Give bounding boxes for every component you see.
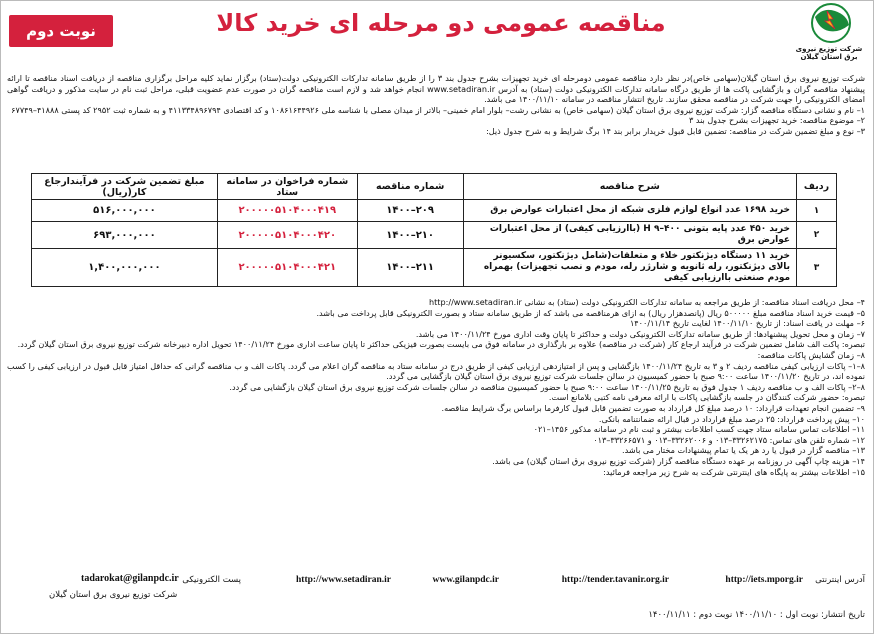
row-description: خرید ۱۶۹۸ عدد انواع لوازم فلزی شبکه از محل اعتبارات عوارض برق — [463, 200, 796, 222]
header — [1, 1, 874, 67]
row-tender-number: ۲۱۰–۱۴۰۰ — [357, 222, 463, 249]
condition-note: تبصره: پاکت الف شامل تضمین شرکت در فرآیند ارجاع کار (شرکت در مناقصه) علاوه بر بارگذاری در سامانه فوق می بایست بصورت فیزیکی حداکثر تا پایان ساعت اداری مورخ ۱۴۰۰/۱۱/۲۴ تحویل اداره دبیرخانه شرکت توزیع نیروی برق استان گیلان گردد. — [17, 339, 865, 350]
page-title: مناقصه عمومی دو مرحله ای خرید کالا — [216, 9, 666, 37]
link-gilanpdc[interactable]: www.gilanpdc.ir — [432, 575, 499, 585]
company-signature: شرکت توزیع نیروی برق استان گیلان — [49, 590, 178, 600]
link-setadiran[interactable]: http://www.setadiran.ir — [296, 575, 391, 585]
row-tender-number: ۲۰۹–۱۴۰۰ — [357, 200, 463, 222]
col-header-description: شرح مناقصه — [463, 174, 796, 200]
condition-item: ۸–۱– پاکات ارزیابی کیفی مناقصه ردیف ۲ و ۳ به تاریخ ۱۴۰۰/۱۱/۲۴ بازگشایی و پس از امتیازدهی ارزیابی کیفی از طریق درج در سامانه ستاد به مناقصه گران اعلام می گردد. پاکات الف و ب مناقصه گرانی که حداقل امتیاز قابل قبول در ارزیابی کیفی را کسب نموده اند، در تاریخ ۱۴۰۰/۱۱/۲۰ ساعت ۹:۰۰ صبح با حضور کمیسیون در سالن جلسات شرکت توزیع نیروی برق استان گیلان بازگشایی می گردد. — [7, 360, 865, 382]
col-header-guarantee-amount: مبلغ تضمین شرکت در فرآیندارجاع کار(ریال) — [32, 174, 218, 200]
row-tender-number: ۲۱۱–۱۴۰۰ — [357, 249, 463, 287]
conditions-section — [7, 297, 865, 477]
condition-item: ۵– قیمت خرید اسناد مناقصه مبلغ ۵۰۰۰۰۰ ریال (پانصدهزار ریال) به ازای هرمناقصه می باشد که از طریق سامانه ستاد و بصورت الکترونیکی قابل پرداخت می باشد. — [316, 307, 865, 318]
condition-item: ۶– مهلت در یافت اسناد: از تاریخ ۱۴۰۰/۱۱/۱۰ لغایت تاریخ ۱۴۰۰/۱۱/۱۴ — [629, 318, 865, 329]
condition-item: ۱۵– اطلاعات بیشتر به پایگاه های اینترنتی شرکت به شرح زیر مراجعه فرمائید: — [603, 466, 865, 477]
tender-table — [31, 173, 837, 287]
condition-item: ۸– زمان گشایش پاکات مناقصه: — [757, 349, 865, 360]
logo-caption: شرکت توزیع نیروی برق استان گیلان — [795, 45, 863, 62]
link-iets[interactable]: http://iets.mporg.ir — [725, 575, 803, 585]
condition-item: ۸–۲– پاکات الف و ب مناقصه ردیف ۱ جدول فوق به تاریخ ۱۴۰۰/۱۱/۲۵ ساعت ۹:۰۰ صبح با حضور کمیسیون مناقصه در سالن جلسات شرکت توزیع نیروی برق استان گیلان بازگشایی می گردد. — [229, 381, 865, 392]
link-tavanir[interactable]: http://tender.tavanir.org.ir — [561, 575, 669, 585]
intro-paragraph: شرکت توزیع نیروی برق استان گیلان(سهامی خاص)در نظر دارد مناقصه عمومی دومرحله ای خرید تجهیزات بشرح جدول بند ۳ را از طریق سامانه تدارکات الکترونیکی دولت(ستاد) برگزار نماید کلیه مراحل برگزاری مناقصه از دریافت اسناد مناقصه تا ارائه پیشنهاد مناقصه گران و بازگشایی پاکت ها از طریق درگاه سامانه تدارکات الکترونیکی دولت (ستاد) به آدرس www.setadiran.ir انجام خواهد شد و لازم است مناقصه گران در صورت عدم عضویت قبلی، مراحل ثبت نام در سایت مذکور و دریافت گواهی امضای الکترونیکی را جهت شرکت در مناقصه محقق سازند. تاریخ انتشار مناقصه در سامانه ۱۴۰۰/۱۱/۱۰ می باشد. — [7, 73, 865, 105]
condition-item: ۴– محل دریافت اسناد مناقصه: از طریق مراجعه به سامانه تدارکات الکترونیکی دولت (ستاد) به نشانی http://www.setadiran.ir — [429, 297, 865, 307]
edition-badge: نوبت دوم — [9, 15, 113, 47]
row-setad-number: ۲۰۰۰۰۰۵۱۰۴۰۰۰۴۲۱ — [217, 249, 357, 287]
condition-item: ۱۴– هزینه چاپ آگهی در روزنامه بر عهده دستگاه مناقصه گزار (شرکت توزیع نیروی برق استان گیلان) می باشد. — [492, 455, 865, 466]
row-setad-number: ۲۰۰۰۰۰۵۱۰۴۰۰۰۴۱۹ — [217, 200, 357, 222]
row-guarantee-amount: ۵۱۶,۰۰۰,۰۰۰ — [32, 200, 218, 222]
table-row — [32, 222, 837, 249]
condition-item: ۱۱– اطلاعات تماس سامانه ستاد جهت کسب اطلاعات بیشتر و ثبت نام در سامانه مذکور ۱۴۵۶–۰۲۱ — [533, 424, 865, 435]
intro-item-1: ۱– نام و نشانی دستگاه مناقصه گزار: شرکت توزیع نیروی برق استان گیلان (سهامی خاص) به نشانی رشت– بلوار امام خمینی– بالاتر از میدان مصلی با شناسه ملی ۱۰۸۶۱۶۴۴۹۲۶ و کد اقتصادی ۴۱۱۳۳۴۸۹۶۷۹۴ و به شماره ثبت ۲۹۵۲ کد پستی ۴۱۸۸۸–۶۷۷۴۹ — [11, 104, 865, 115]
col-header-tender-number: شماره مناقصه — [357, 174, 463, 200]
col-header-setad-number: شماره فراخوان در سامانه ستاد — [217, 174, 357, 200]
col-header-row-number: ردیف — [797, 174, 837, 200]
row-guarantee-amount: ۶۹۳,۰۰۰,۰۰۰ — [32, 222, 218, 249]
row-guarantee-amount: ۱,۴۰۰,۰۰۰,۰۰۰ — [32, 249, 218, 287]
condition-note: تبصره: حضور شرکت کنندگان در جلسه بازگشایی پاکات با ارائه معرفی نامه کتبی بلامانع است. — [548, 392, 865, 403]
row-index: ۲ — [797, 222, 837, 249]
table-row — [32, 200, 837, 222]
row-index: ۱ — [797, 200, 837, 222]
condition-item: ۱۳– مناقصه گزار در قبول یا رد هر یک یا تمام پیشنهادات مختار می باشد. — [622, 445, 865, 456]
email-link[interactable]: tadarokat@gilanpdc.ir — [81, 573, 179, 584]
address-label: آدرس اینترنتی — [815, 575, 865, 585]
row-index: ۳ — [797, 249, 837, 287]
row-description: خرید ۴۵۰ عدد پایه بتونی ۴۰۰–۹ H (باارزیابی کیفی) از محل اعتبارات عوارض برق — [463, 222, 796, 249]
intro-section — [7, 73, 865, 137]
table-header-row — [32, 174, 837, 200]
condition-item: ۱۰– پیش پرداخت قرارداد: ۲۵ درصد مبلغ قرارداد در قبال ارائه ضمانتنامه بانکی. — [598, 413, 865, 424]
condition-item: ۷– زمان و محل تحویل پیشنهادها: از طریق سامانه تدارکات الکترونیکی دولت و حداکثر تا پایان وقت اداری مورخ ۱۴۰۰/۱۱/۲۴ می باشد. — [415, 328, 865, 339]
publication-date: تاریخ انتشار: نوبت اول : ۱۴۰۰/۱۱/۱۰ نوبت دوم : ۱۴۰۰/۱۱/۱۱ — [648, 610, 865, 620]
table-row — [32, 249, 837, 287]
condition-item: ۱۲– شماره تلفن های تماس: ۳۳۲۶۲۱۷۵–۰۱۳ و ۳۳۲۶۲۰۰۶–۰۱۳ و ۳۳۲۶۶۵۷۱–۰۱۳ — [593, 434, 865, 445]
intro-item-2: ۲– موضوع مناقصه: خرید تجهیزات بشرح جدول بند ۳ — [688, 115, 865, 126]
email-label: پست الکترونیکی — [182, 575, 241, 585]
intro-item-3: ۳– نوع و مبلغ تضمین شرکت در مناقصه: تضمین قابل قبول خریدار برابر بند ۱۴ برگ شرایط و به شرح جدول ذیل: — [486, 125, 865, 136]
row-setad-number: ۲۰۰۰۰۰۵۱۰۴۰۰۰۴۲۰ — [217, 222, 357, 249]
row-description: خرید ۱۱ دستگاه دیژنکتور خلاء و متعلقات(شامل دیژنکتور، سکسیونر بالای دیژنکتور، رله ثانویه و شارژر رله، مودم و نصب تجهیزات) بهمراه مودم صنعتی باارزیابی کیفی — [463, 249, 796, 287]
condition-item: ۹– تضمین انجام تعهدات قرارداد: ۱۰ درصد مبلغ کل قرارداد به صورت تضمین قابل قبول کارفرما براساس برگ شرایط مناقصه. — [441, 402, 865, 413]
